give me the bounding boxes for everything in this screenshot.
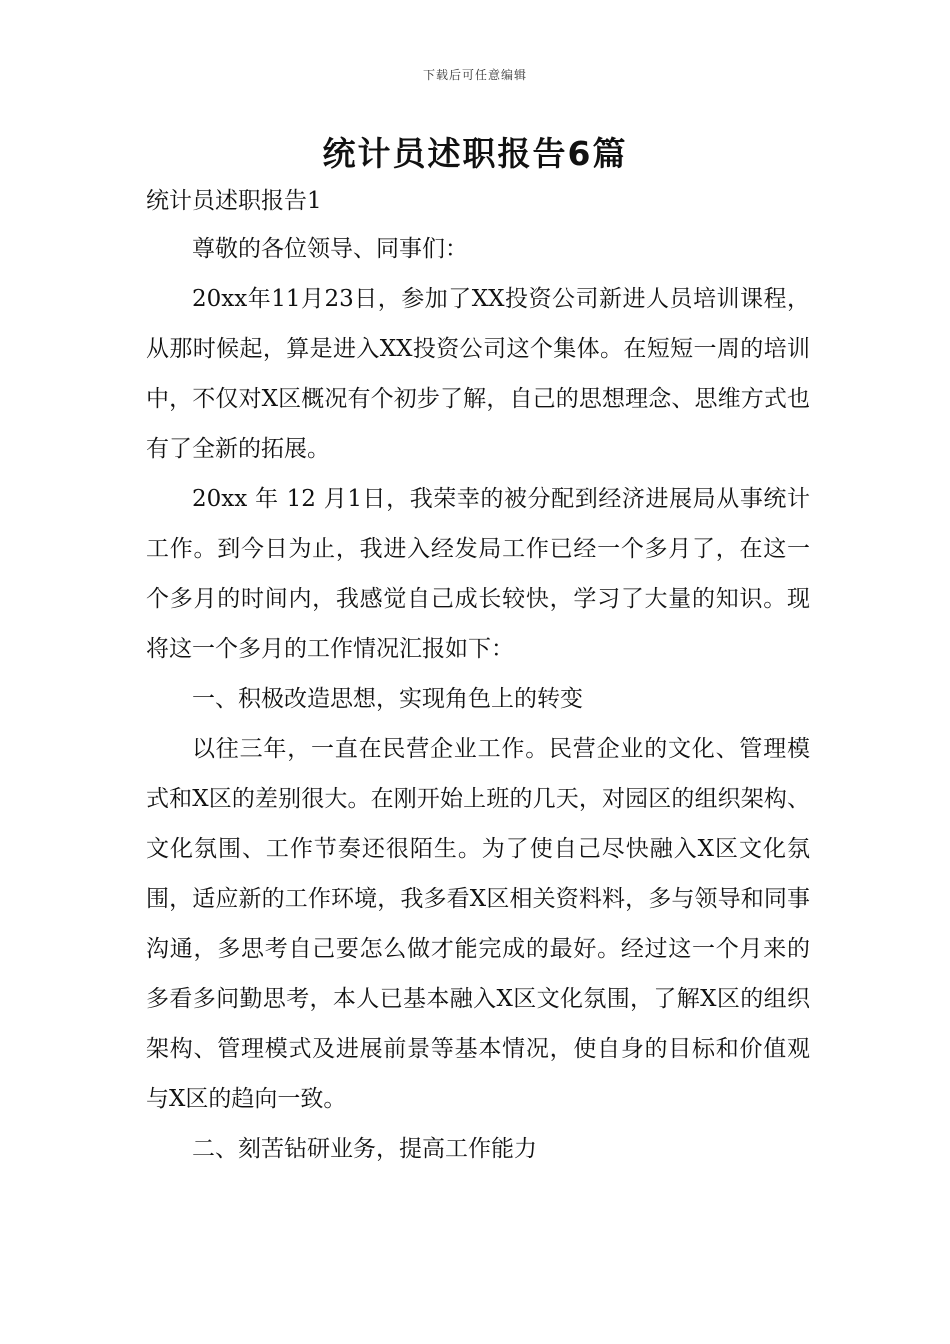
salutation-paragraph: 尊敬的各位领导、同事们： bbox=[192, 236, 468, 262]
body-paragraph: 以往三年，一直在民营企业工作。民营企业的文化、管理模式和X区的差别很大。在刚开始上班的几天，对园区的组织架构、文化氛围、工作节奏还很陌生。为了使自己尽快融入X区文化氛围，适应新的工作环境，我多看X区相关资料料，多与领导和同事沟通，多思考自己要怎么做才能完成的最好。经过这一个月来的多看多问勤思考，本人已基本融入X区文化氛围，了解X区的组织架构、管理模式及进展前景等基本情况，使自身的目标和价值观与X区的趋向一致。 bbox=[146, 736, 810, 1112]
document-title: 统计员述职报告6篇 bbox=[322, 134, 628, 173]
body-paragraph: 20xx年11月23日，参加了XX投资公司新进人员培训课程，从那时候起，算是进入XX投资公司这个集体。在短短一周的培训中，不仅对X区概况有个初步了解，自己的思想理念、思维方式也有了全新的拓展。 bbox=[146, 286, 810, 462]
section-heading: 一、积极改造思想，实现角色上的转变 bbox=[192, 686, 583, 712]
header-note: 下载后可任意编辑 bbox=[422, 68, 527, 82]
section-heading: 二、刻苦钻研业务，提高工作能力 bbox=[192, 1136, 537, 1162]
body-paragraph: 20xx 年 12 月1日，我荣幸的被分配到经济进展局从事统计工作。到今日为止，我进入经发局工作已经一个多月了，在这一个多月的时间内，我感觉自己成长较快，学习了大量的知识。现将这一个多月的工作情况汇报如下： bbox=[146, 486, 810, 662]
section-title: 统计员述职报告1 bbox=[146, 188, 322, 214]
document-body bbox=[146, 224, 810, 1174]
